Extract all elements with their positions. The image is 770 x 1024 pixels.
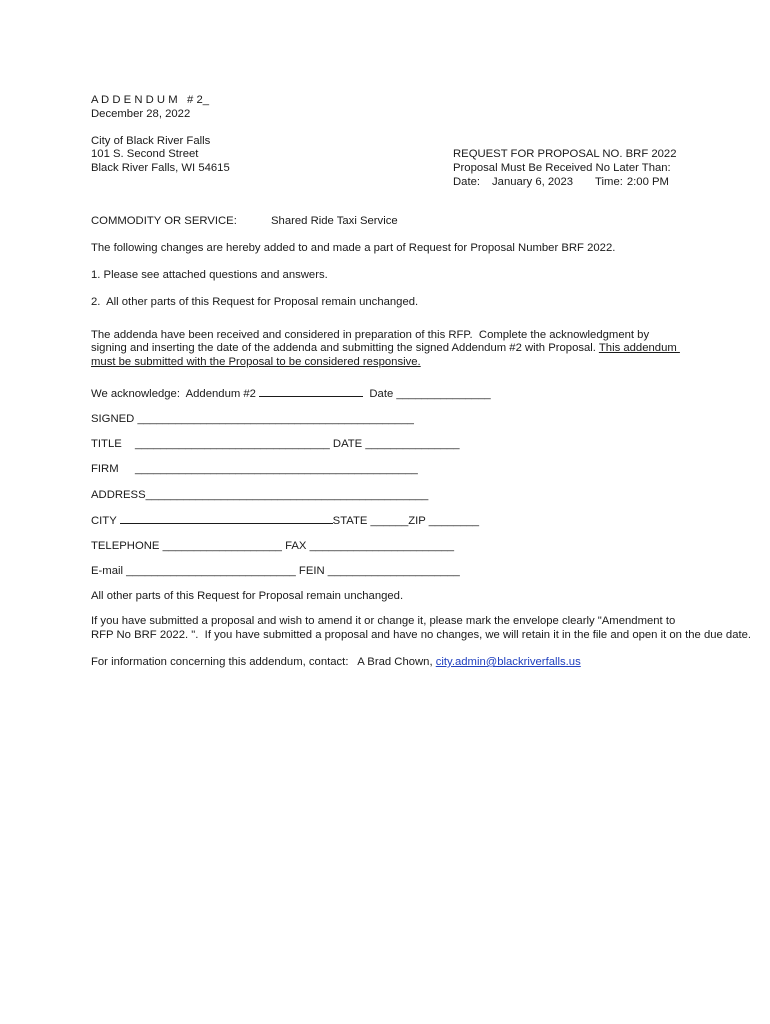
addendum-ack-field[interactable]	[259, 386, 363, 397]
rfp-deadline: Proposal Must Be Received No Later Than:	[453, 162, 671, 174]
item-1: 1. Please see attached questions and answers.	[91, 269, 328, 281]
item-2: 2. All other parts of this Request for Proposal remain unchanged.	[91, 296, 419, 308]
acknowledge-date-label: Date	[363, 388, 397, 400]
acknowledge-date-field[interactable]: _______________	[396, 388, 491, 400]
rfp-time-value: 2:00 PM	[626, 176, 669, 188]
contact-label: For information concerning this addendum, contact: A Brad Chown,	[91, 656, 436, 668]
acknowledge-row	[91, 386, 491, 401]
city-name: City of Black River Falls	[91, 135, 211, 147]
contact-email-link[interactable]: city.admin@blackriverfalls.us	[435, 656, 581, 668]
ack-paragraph-line-2	[91, 341, 680, 355]
city-field[interactable]	[120, 513, 333, 524]
city-state-zip: Black River Falls, WI 54615	[91, 162, 230, 174]
addendum-title: A D D E N D U M # 2_	[91, 94, 210, 106]
acknowledge-label: We acknowledge: Addendum #2	[91, 388, 260, 400]
intro-text: The following changes are hereby added to and made a part of Request for Proposal Number BRF 2022.	[91, 242, 616, 254]
commodity-value: Shared Ride Taxi Service	[271, 215, 398, 227]
state-zip-fields[interactable]: STATE ______ZIP ________	[332, 515, 480, 527]
title-row	[135, 437, 460, 451]
rfp-number: REQUEST FOR PROPOSAL NO. BRF 2022	[453, 148, 677, 160]
contact-row	[91, 655, 581, 669]
ack-required-notice: This addendum	[598, 342, 680, 354]
address-field[interactable]: ADDRESS_____________________________________________	[91, 489, 429, 501]
firm-field[interactable]: _____________________________________________	[135, 463, 418, 475]
rfp-due-datetime	[453, 175, 669, 189]
rfp-date-value: January 6, 2023	[492, 176, 574, 188]
city-street: 101 S. Second Street	[91, 148, 199, 160]
amend-instructions-line-2: RFP No BRF 2022. ". If you have submitted a proposal and have no changes, we will retain it in the file and open it on the due date.	[91, 629, 752, 641]
title-label: TITLE	[91, 438, 122, 450]
city-row	[91, 513, 479, 528]
unchanged-note: All other parts of this Request for Proposal remain unchanged.	[91, 590, 404, 602]
title-date-field[interactable]: DATE _______________	[329, 438, 460, 450]
ack-paragraph-line-1: The addenda have been received and considered in preparation of this RFP. Complete the acknowledgment by	[91, 329, 650, 341]
email-fein-field[interactable]: E-mail ___________________________ FEIN _____________________	[91, 565, 460, 577]
ack-paragraph-line-3: must be submitted with the Proposal to be considered responsive.	[91, 356, 421, 368]
rfp-date-label: Date:	[453, 176, 481, 188]
telephone-fax-field[interactable]: TELEPHONE ___________________ FAX _______________________	[91, 540, 455, 552]
amend-instructions-line-1: If you have submitted a proposal and wish to amend it or change it, please mark the envelope clearly "Amendment to	[91, 615, 676, 627]
firm-label: FIRM	[91, 463, 119, 475]
city-label: CITY	[91, 515, 120, 527]
ack-text: signing and inserting the date of the addenda and submitting the signed Addendum #2 with Proposal.	[91, 342, 599, 354]
commodity-label: COMMODITY OR SERVICE:	[91, 215, 237, 227]
signed-field[interactable]: SIGNED ____________________________________________	[91, 413, 414, 425]
title-field[interactable]: _______________________________	[135, 438, 330, 450]
addendum-date: December 28, 2022	[91, 108, 191, 120]
rfp-time-label: Time:	[595, 176, 623, 188]
